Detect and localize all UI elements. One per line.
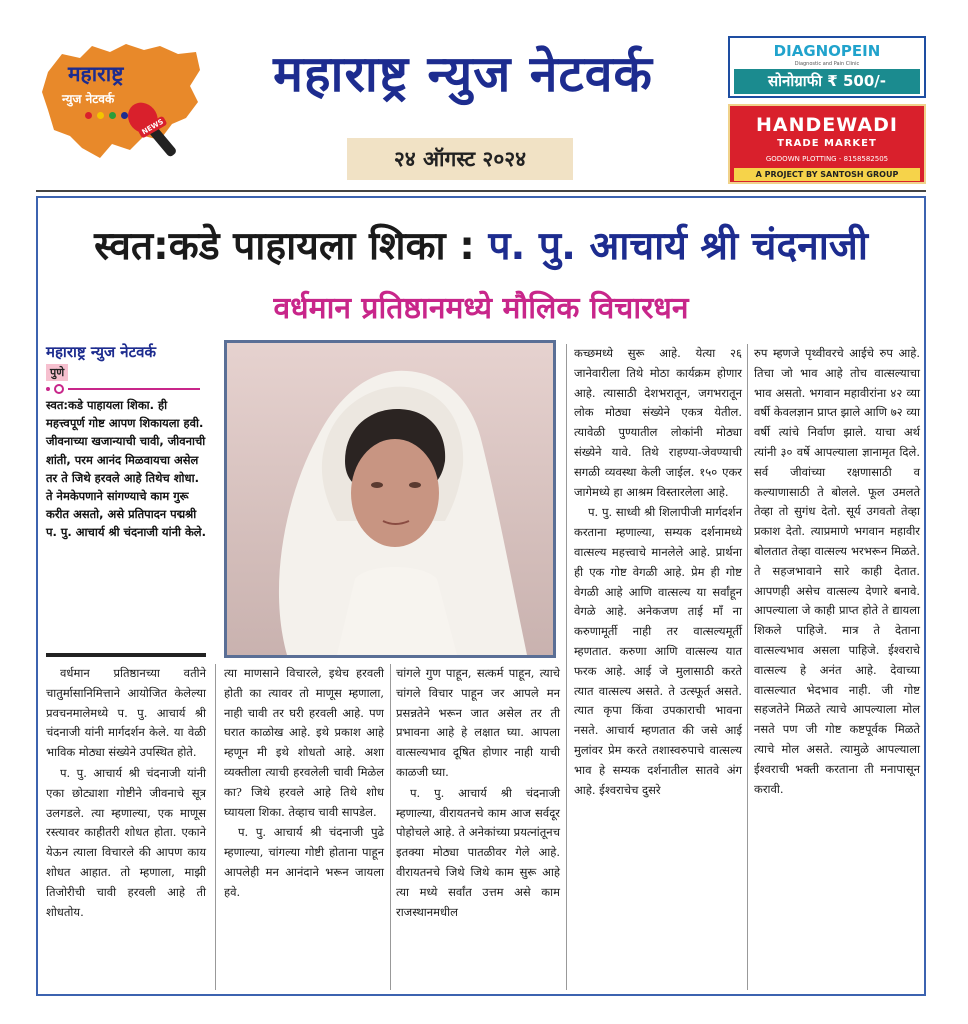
ad-handewadi-subtitle: TRADE MARKET <box>777 138 877 149</box>
news-badge: NEWS <box>137 115 167 138</box>
paragraph: प. पु. आचार्य श्री चंदनाजी पुढे म्हणाल्या, चांगल्या गोष्टी होताना पाहून आपलेही मन आनंदाने भरून जायला हवे. <box>224 825 384 899</box>
column-divider <box>215 664 216 990</box>
masthead-divider <box>36 190 926 192</box>
column-divider <box>390 664 391 990</box>
subheadline: वर्धमान प्रतिष्ठानमध्ये मौलिक विचारधन <box>273 291 689 326</box>
paragraph: त्या माणसाने विचारले, इथेच हरवली होती का त्यावर तो माणूस म्हणाला, नाही चावी तर घरी हरवली आहे. पण घरात काळोख आहे. इथे प्रकाश आहे म्हणून मी इथे शोधतो आहे. अशा व्यक्तीला त्याची हरवलेली चावी मिळेल का? जिथे हरवले आहे तिथे शोध घ्यायला शिका. तेव्हाच चावी सापडेल. <box>224 666 384 819</box>
article-column-3 <box>396 664 560 922</box>
logo-subtitle: न्युज नेटवर्क <box>62 92 115 106</box>
newspaper-title: महाराष्ट्र न्युज नेटवर्क <box>273 45 653 103</box>
headline <box>38 218 924 271</box>
column-divider <box>566 344 567 990</box>
ad-diagnopein[interactable] <box>728 36 926 98</box>
article-intro: स्वत:कडे पाहायला शिका. ही महत्त्वपूर्ण गोष्ट आपण शिकायला हवी. जीवनाच्या खजान्याची चावी, जीवनाची शांती, परम आनंद मिळवायचा असेल तर ते जिथे हरवले आहे तिथेच शोधा. ते नेमकेपणाने सांगण्याचे काम गुरू करीत असतो, असे प्रतिपादन पद्मश्री प. पु. आचार्य श्री चंदनाजी यांनी केले. <box>46 398 206 540</box>
paragraph: कच्छमध्ये सुरू आहे. येत्या २६ जानेवारीला तिथे मोठा कार्यक्रम होणार आहे. त्यासाठी देशभरातून, जगभरातून लोक मोठ्या संख्येने एकत्र येतील. त्यावेळी पुण्यातील लोकांनी मोठ्या संख्येने यावे. तिथे राहण्या-जेवण्याची सगळी व्यवस्था केली जाईल. १५० एकर जागेमध्ये हा आश्रम विस्तारलेला आहे. <box>574 346 742 499</box>
logo-dots <box>85 112 128 119</box>
article-column-2 <box>224 664 384 903</box>
ad-handewadi-contact: GODOWN PLOTTING - 8158582505 <box>765 155 889 163</box>
paragraph: प. पु. साध्वी श्री शिलापीजी मार्गदर्शन करताना म्हणाल्या, सम्यक दर्शनामध्ये वात्सल्य महत्त्वाचे मानलेले आहे. प्रार्थना ही एक गोष्ट वेगळी आहे. प्रेम ही गोष्ट वेगळी आहे आणि वात्सल्य या सर्वांहून वेगळे आहे. अनेकजण ताई माँ ना करुणामूर्ती नाही तर वात्सल्यमूर्ती म्हणतात. करुणा आणि वात्सल्य यात फरक आहे. आई जे मुलासाठी करते त्यात वात्सल्य असते. ते उत्स्फूर्त असते. त्यात कृपा किंवा उपकाराची भावना नसते. आचार्य म्हणतात की जसे आई मुलांवर प्रेम करते तशास्वरुपाचे वात्सल्य भाव हे सम्यक दर्शनातील सातवे अंग आहे. ईश्वराचेच दुसरे <box>574 505 742 797</box>
paragraph: चांगले गुण पाहून, सत्कर्म पाहून, त्याचे चांगले विचार पाहून जर आपले मन प्रसन्नतेने भरून जात असेल तर ती प्रभावना आहे हे लक्षात घ्या. आपला वात्सल्यभाव दूषित होणार नाही याची काळजी घ्या. <box>396 666 560 779</box>
intro-divider <box>46 653 206 657</box>
dateline-place: पुणे <box>46 364 68 381</box>
ad-handewadi[interactable] <box>728 104 926 184</box>
article-column-1 <box>46 664 206 922</box>
ad-handewadi-footer: A PROJECT BY SANTOSH GROUP <box>734 168 920 181</box>
article-column-4 <box>574 344 742 800</box>
ad-diagnopein-offer: सोनोग्राफी ₹ 500/- <box>734 69 920 94</box>
headline-part-a: स्वत:कडे पाहायला शिका : <box>94 224 475 269</box>
paragraph: वर्धमान प्रतिष्ठानच्या वतीने चातुर्मासानिमित्ताने आयोजित केलेल्या प्रवचनमालेमध्ये प. पु. आचार्य श्री चंदनाजी यांनी मार्गदर्शन केले. या वेळी भाविक मोठ्या संख्येने उपस्थित होते. <box>46 666 206 760</box>
paragraph: प. पु. आचार्य श्री चंदनाजी म्हणाल्या, वीरायतनचे काम आज सर्वदूर पोहोचले आहे. ते अनेकांच्या प्रयत्नांतूनच इतक्या मोठ्या पातळीवर गेले आहे. वीरायतनचे जिथे जिथे काम सुरू आहे त्या मध्ये सर्वांत उत्तम असे काम राजस्थानमधील <box>396 785 560 919</box>
ad-diagnopein-tagline: Diagnostic and Pain Clinic <box>794 61 860 67</box>
paragraph: प. पु. आचार्य श्री चंदनाजी यांनी एका छोट्याशा गोष्टीने जीवनाचे सूत्र उलगडले. त्या म्हणाल्या, एक माणूस रस्त्यावर काहीतरी शोधत होता. एकाने येऊन त्याला विचारले की आपण काय शोधत आहात. तो म्हणाला, माझी तिजोरीची चावी हरवली आहे ती शोधतोय. <box>46 765 206 919</box>
article-column-5 <box>754 344 920 799</box>
masthead <box>0 0 968 190</box>
article-photo <box>224 340 556 658</box>
ad-handewadi-brand: HANDEWADI <box>756 114 898 136</box>
portrait-image <box>227 343 553 655</box>
ad-diagnopein-brand: DIAGNOPEIN <box>773 42 881 60</box>
headline-part-b: प. पु. आचार्य श्री चंदनाजी <box>488 224 868 269</box>
paragraph: रुप म्हणजे पृथ्वीवरचे आईचे रुप आहे. तिचा जो भाव आहे तोच वात्सल्याचा भाव असतो. भगवान महावीरांना ४२ व्या वर्षी केवलज्ञान प्राप्त झाले आणि ७२ व्या वर्षी त्यांचे निर्वाण झाले. याचा अर्थ त्यांनी ३० वर्षे आपल्याला ज्ञानामृत दिले. सर्व जीवांच्या रक्षणासाठी व कल्याणासाठी ते बोलले. फूल उमलते तेव्हा तो सुगंध देतो. सूर्य उगवतो तेव्हा प्रकाश देतो. त्याप्रमाणे भगवान महावीर बोलतात तेव्हा वात्सल्य भरभरून मिळते. ते सहजभावाने सारे काही देतात. आपणही असेच वात्सल्य देणारे बनावे. आपल्याला जे काही प्राप्त होते ते द्यायला शिकले पाहिजे. मात्र ते देताना वात्सल्यभाव असला पाहिजे. ईश्वराचे वात्सल्य हे अनंत आहे. देवाच्या वात्सल्यात भेदभाव नाही. जी गोष्ट सहजतेने मिळते त्याचे आपल्याला मोल नसते पण जी गोष्ट कष्टपूर्वक मिळते त्याचे मोल असते. त्यामुळे आपल्याला ईश्वराची भक्ती करताना ती मनापासून करावी. <box>754 346 920 796</box>
newspaper-logo <box>40 40 205 165</box>
article-box <box>36 196 926 996</box>
column-divider <box>747 344 748 990</box>
issue-date: २४ ऑगस्ट २०२४ <box>347 138 573 180</box>
byline: महाराष्ट्र न्युज नेटवर्क <box>46 343 157 361</box>
ornament-divider <box>46 384 200 394</box>
logo-title: महाराष्ट्र <box>68 62 124 86</box>
